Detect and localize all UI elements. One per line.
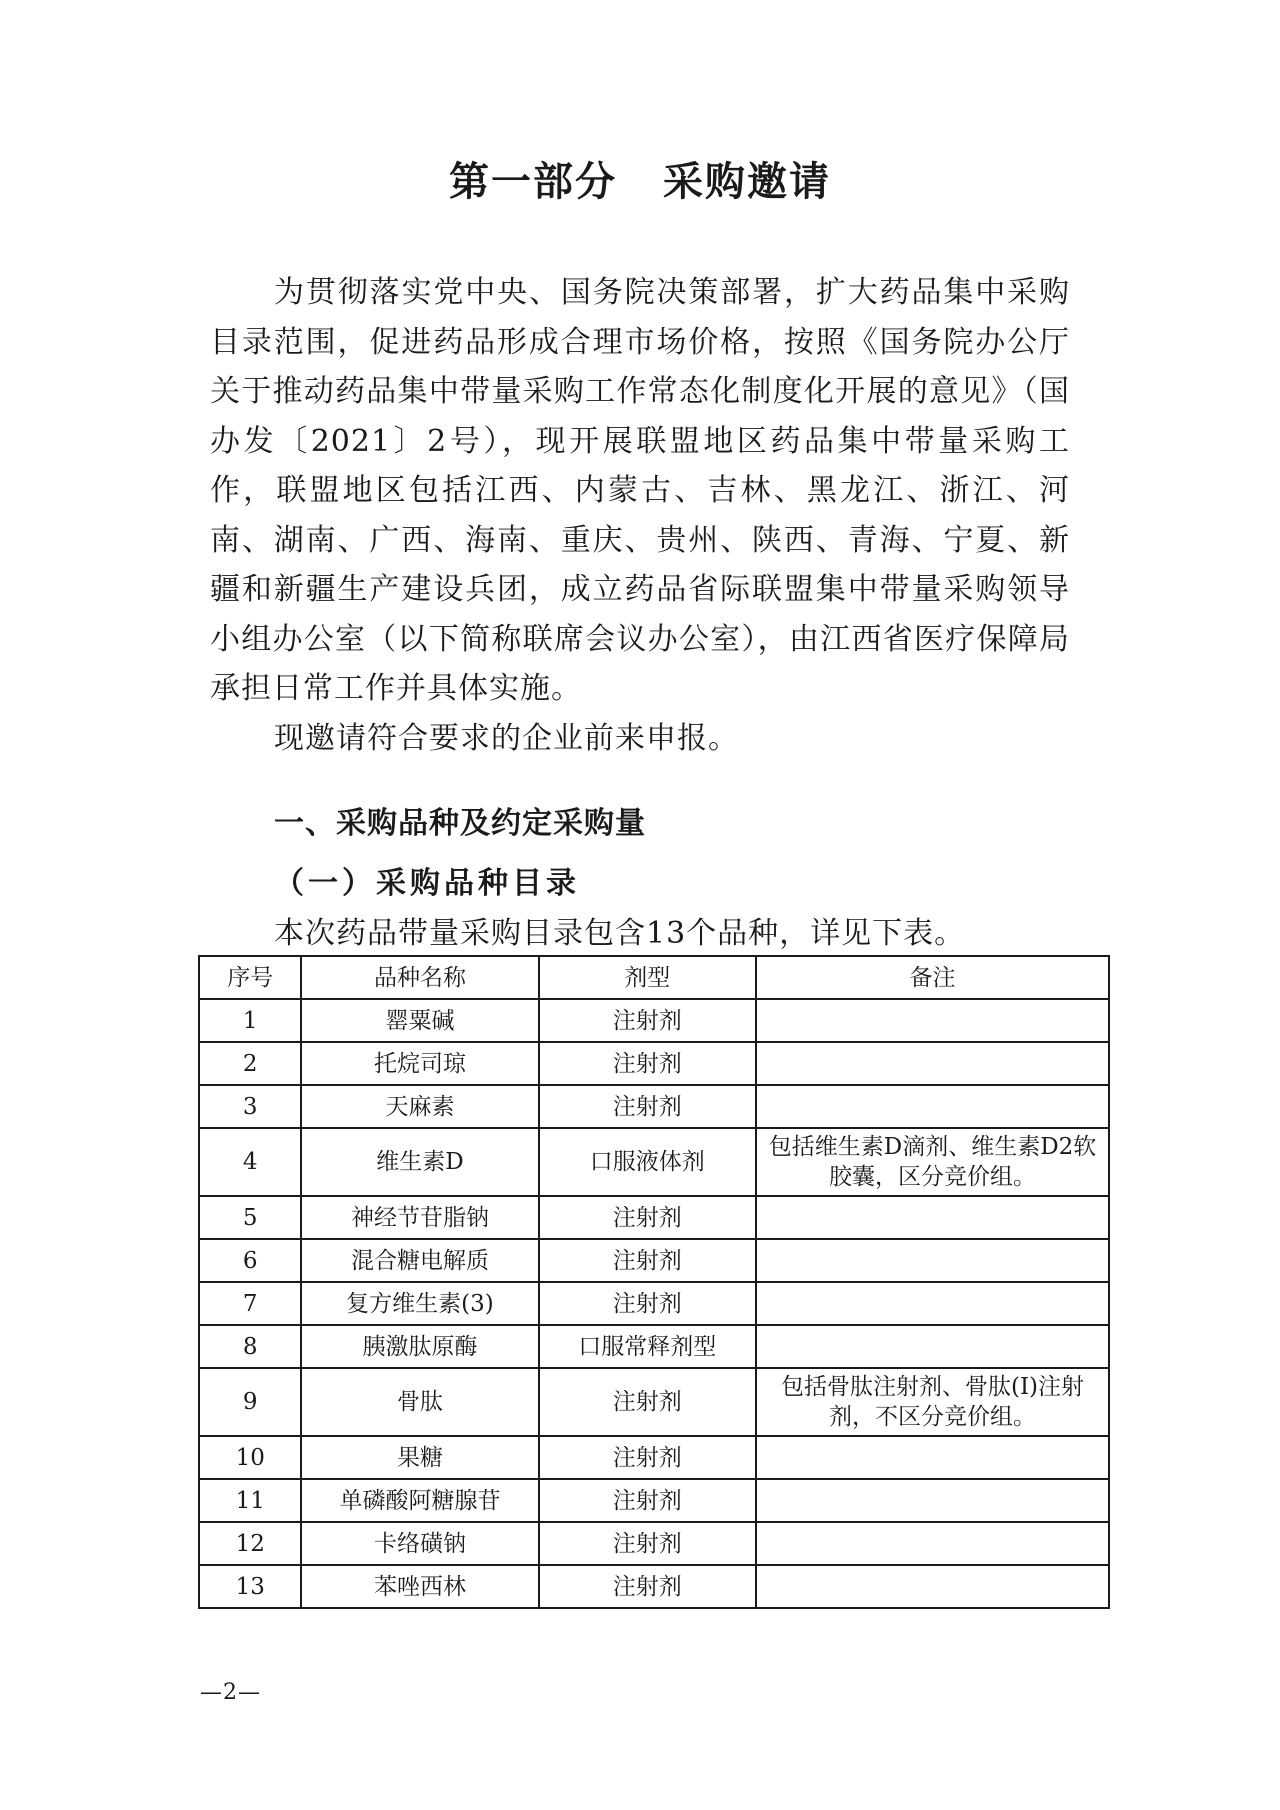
cell-form: 注射剂 (539, 1479, 757, 1522)
cell-note (756, 999, 1109, 1042)
table-row (199, 1282, 1109, 1325)
cell-note: 包括维生素D滴剂、维生素D2软胶囊，区分竞价组。 (756, 1128, 1109, 1196)
paragraph-purpose: 为贯彻落实党中央、国务院决策部署，扩大药品集中采购目录范围，促进药品形成合理市场价格，按照《国务院办公厅关于推动药品集中带量采购工作常态化制度化开展的意见》（国办发〔2021〕2号），现开展联盟地区药品集中带量采购工作，联盟地区包括江西、内蒙古、吉林、黑龙江、浙江、河南、湖南、广西、海南、重庆、贵州、陕西、青海、宁夏、新疆和新疆生产建设兵团，成立药品省际联盟集中带量采购领导小组办公室（以下简称联席会议办公室），由江西省医疗保障局承担日常工作并具体实施。 (210, 275, 1070, 706)
cell-no: 11 (199, 1479, 301, 1522)
cell-name: 骨肽 (301, 1368, 538, 1436)
table-row (199, 1368, 1109, 1436)
table-row (199, 1436, 1109, 1479)
cell-note (756, 1085, 1109, 1128)
subsection-heading: （一）采购品种目录 (274, 866, 580, 901)
table-row (199, 1128, 1109, 1196)
cell-note (756, 1042, 1109, 1085)
table-row (199, 1239, 1109, 1282)
table-intro: 本次药品带量采购目录包含13个品种，详见下表。 (274, 916, 966, 951)
cell-no: 12 (199, 1522, 301, 1565)
header-note: 备注 (756, 956, 1109, 999)
cell-name: 罂粟碱 (301, 999, 538, 1042)
paragraph-invitation: 现邀请符合要求的企业前来申报。 (274, 720, 739, 756)
cell-form: 注射剂 (539, 1239, 757, 1282)
cell-no: 2 (199, 1042, 301, 1085)
cell-form: 注射剂 (539, 1042, 757, 1085)
cell-note (756, 1565, 1109, 1608)
cell-name: 维生素D (301, 1128, 538, 1196)
cell-no: 13 (199, 1565, 301, 1608)
cell-form: 口服常释剂型 (539, 1325, 757, 1368)
cell-form: 注射剂 (539, 1522, 757, 1565)
cell-note (756, 1325, 1109, 1368)
cell-no: 6 (199, 1239, 301, 1282)
cell-name: 天麻素 (301, 1085, 538, 1128)
cell-form: 注射剂 (539, 1196, 757, 1239)
cell-note (756, 1436, 1109, 1479)
header-name: 品种名称 (301, 956, 538, 999)
table-row (199, 1325, 1109, 1368)
title-part: 第一部分 (449, 159, 617, 205)
header-form: 剂型 (539, 956, 757, 999)
cell-form: 口服液体剂 (539, 1128, 757, 1196)
cell-no: 5 (199, 1196, 301, 1239)
table-row (199, 1042, 1109, 1085)
cell-no: 7 (199, 1282, 301, 1325)
cell-form: 注射剂 (539, 1368, 757, 1436)
drug-catalog-table (198, 955, 1110, 1609)
cell-form: 注射剂 (539, 1565, 757, 1608)
cell-name: 托烷司琼 (301, 1042, 538, 1085)
page-title (0, 150, 1280, 207)
cell-note (756, 1239, 1109, 1282)
body-text (210, 268, 1070, 763)
table-header-row (199, 956, 1109, 999)
section-heading: 一、采购品种及约定采购量 (274, 806, 646, 841)
cell-form: 注射剂 (539, 1085, 757, 1128)
table-row (199, 1565, 1109, 1608)
table-row (199, 1522, 1109, 1565)
cell-form: 注射剂 (539, 1436, 757, 1479)
cell-no: 8 (199, 1325, 301, 1368)
cell-note (756, 1522, 1109, 1565)
cell-name: 卡络磺钠 (301, 1522, 538, 1565)
cell-note: 包括骨肽注射剂、骨肽(Ⅰ)注射剂，不区分竞价组。 (756, 1368, 1109, 1436)
cell-note (756, 1282, 1109, 1325)
cell-name: 混合糖电解质 (301, 1239, 538, 1282)
header-no: 序号 (199, 956, 301, 999)
cell-note (756, 1196, 1109, 1239)
table-row (199, 1196, 1109, 1239)
cell-form: 注射剂 (539, 1282, 757, 1325)
cell-no: 1 (199, 999, 301, 1042)
cell-name: 复方维生素(3) (301, 1282, 538, 1325)
cell-no: 3 (199, 1085, 301, 1128)
table-row (199, 999, 1109, 1042)
page-number: —2— (200, 1680, 261, 1705)
table-row (199, 1479, 1109, 1522)
cell-no: 9 (199, 1368, 301, 1436)
cell-name: 胰激肽原酶 (301, 1325, 538, 1368)
cell-name: 苯唑西林 (301, 1565, 538, 1608)
cell-note (756, 1479, 1109, 1522)
cell-no: 10 (199, 1436, 301, 1479)
cell-form: 注射剂 (539, 999, 757, 1042)
title-name: 采购邀请 (663, 159, 831, 205)
cell-name: 果糖 (301, 1436, 538, 1479)
cell-no: 4 (199, 1128, 301, 1196)
table-row (199, 1085, 1109, 1128)
cell-name: 单磷酸阿糖腺苷 (301, 1479, 538, 1522)
cell-name: 神经节苷脂钠 (301, 1196, 538, 1239)
